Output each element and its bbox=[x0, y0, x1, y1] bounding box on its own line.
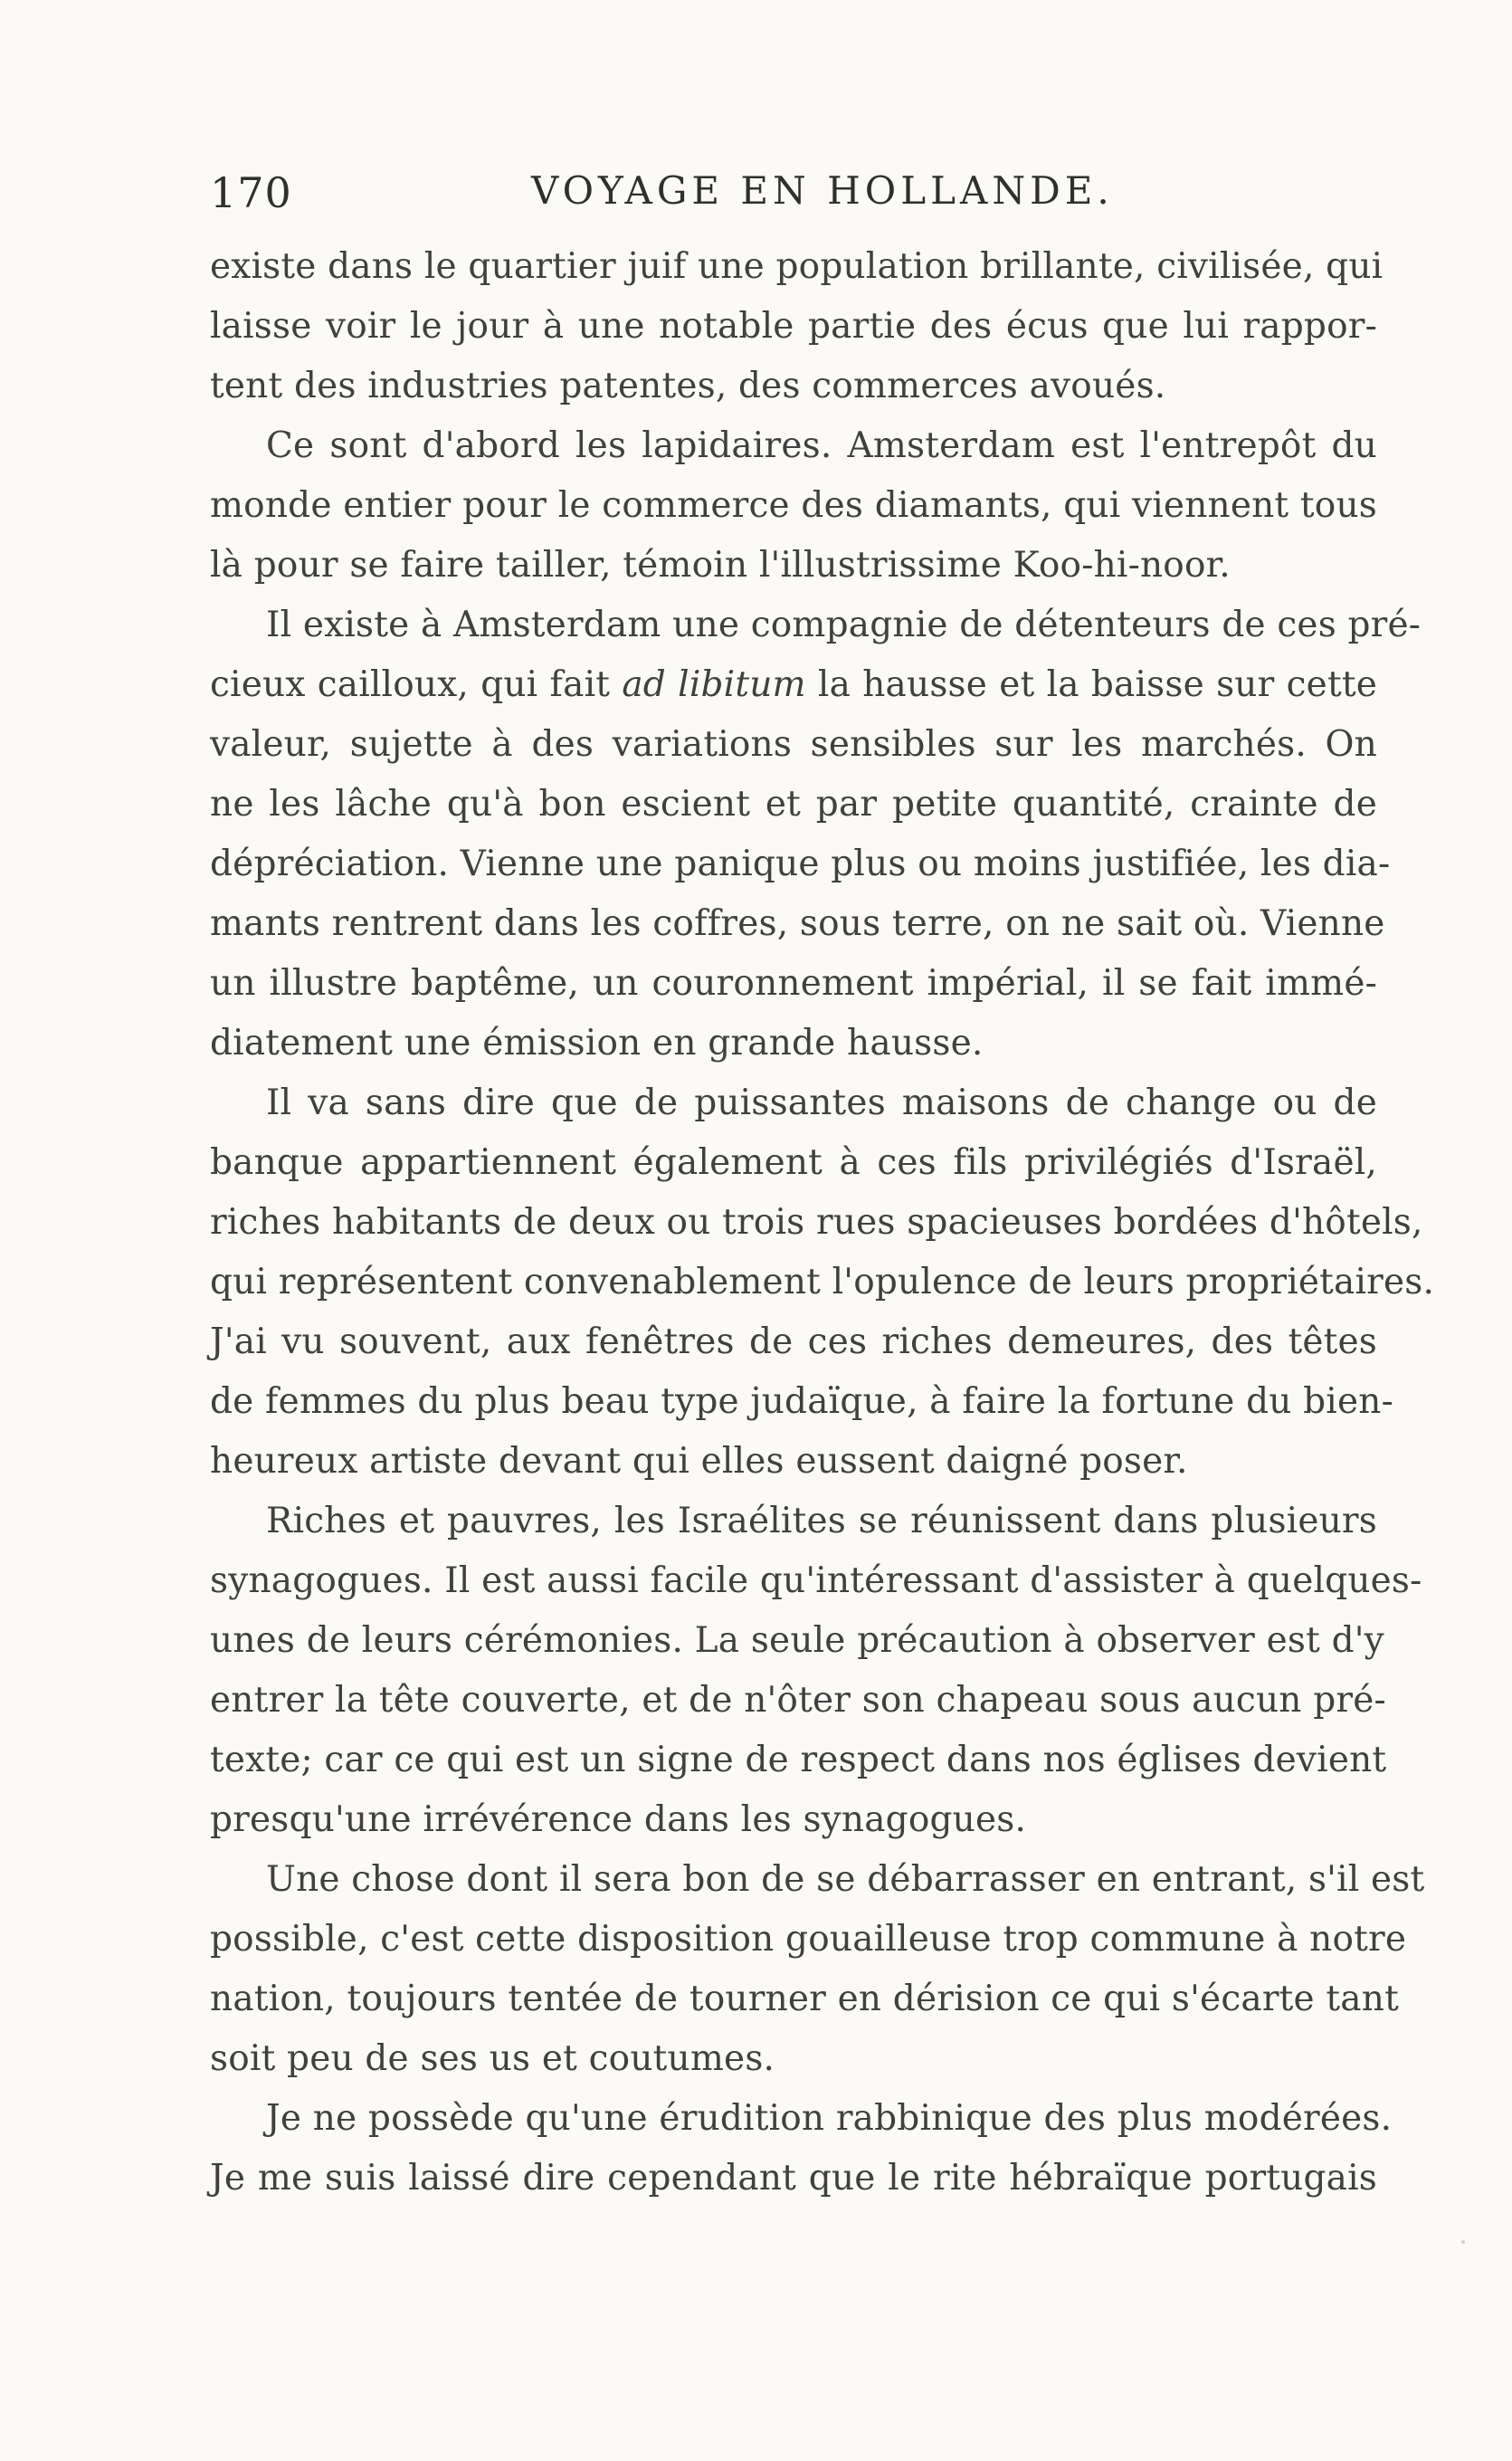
text-line-with-italic bbox=[210, 655, 1377, 715]
text-span: la hausse et la baisse sur cette bbox=[805, 664, 1377, 705]
text-line: mants rentrent dans les coffres, sous terre, on ne sait où. Vienne bbox=[210, 903, 1385, 944]
latin-phrase: ad libitum bbox=[622, 664, 806, 705]
paragraph-first-line: Il va sans dire que de puissantes maisons de change ou de bbox=[266, 1083, 1377, 1123]
paragraph-first-line: Riches et pauvres, les Israélites se réunissent dans plusieurs bbox=[266, 1501, 1377, 1541]
text-line: monde entier pour le commerce des diamants, qui viennent tous bbox=[210, 485, 1377, 526]
text-line: tent des industries patentes, des commerces avoués. bbox=[210, 366, 1166, 406]
text-line: unes de leurs cérémonies. La seule précaution à observer est d'y bbox=[210, 1620, 1384, 1661]
text-line: un illustre baptême, un couronnement impérial, il se fait immé- bbox=[210, 963, 1377, 1004]
text-line: synagogues. Il est aussi facile qu'intéressant d'assister à quelques- bbox=[210, 1560, 1422, 1601]
text-line: existe dans le quartier juif une population brillante, civilisée, qui bbox=[210, 246, 1384, 287]
paragraph-first-line: Il existe à Amsterdam une compagnie de détenteurs de ces pré- bbox=[266, 605, 1422, 645]
text-line: qui représentent convenablement l'opulence de leurs propriétaires. bbox=[210, 1262, 1435, 1302]
paragraph-first-line: Ce sont d'abord les lapidaires. Amsterdam est l'entrepôt du bbox=[266, 425, 1377, 466]
text-line: soit peu de ses us et coutumes. bbox=[210, 2038, 775, 2079]
paragraph-first-line: Une chose dont il sera bon de se débarrasser en entrant, s'il est bbox=[266, 1859, 1425, 1900]
text-line: là pour se faire tailler, témoin l'illustrissime Koo-hi-noor. bbox=[210, 545, 1231, 586]
text-line: possible, c'est cette disposition gouailleuse trop commune à notre bbox=[210, 1919, 1407, 1960]
text-line: banque appartiennent également à ces fils privilégiés d'Israël, bbox=[210, 1142, 1377, 1183]
text-line: riches habitants de deux ou trois rues spacieuses bordées d'hôtels, bbox=[210, 1202, 1423, 1243]
text-line: laisse voir le jour à une notable partie des écus que lui rappor- bbox=[210, 306, 1377, 347]
text-line: Je me suis laissé dire cependant que le rite hébraïque portugais bbox=[210, 2158, 1377, 2199]
text-line: J'ai vu souvent, aux fenêtres de ces riches demeures, des têtes bbox=[210, 1321, 1377, 1362]
text-line: presqu'une irrévérence dans les synagogues. bbox=[210, 1799, 1027, 1840]
text-line: entrer la tête couverte, et de n'ôter son chapeau sous aucun pré- bbox=[210, 1680, 1386, 1721]
text-line: nation, toujours tentée de tourner en dérision ce qui s'écarte tant bbox=[210, 1979, 1399, 2019]
text-line: ne les lâche qu'à bon escient et par petite quantité, crainte de bbox=[210, 784, 1377, 825]
page-number: 170 bbox=[210, 168, 292, 217]
text-span: cieux cailloux, qui fait bbox=[210, 664, 623, 705]
page-header bbox=[210, 168, 1377, 226]
text-line: valeur, sujette à des variations sensibles sur les marchés. On bbox=[210, 724, 1377, 765]
paper-speck bbox=[1461, 2240, 1465, 2244]
text-line: texte; car ce qui est un signe de respect dans nos églises devient bbox=[210, 1740, 1387, 1780]
text-line: dépréciation. Vienne une panique plus ou moins justifiée, les dia- bbox=[210, 844, 1391, 884]
text-line: diatement une émission en grande hausse. bbox=[210, 1023, 984, 1064]
text-line: heureux artiste devant qui elles eussent daigné poser. bbox=[210, 1441, 1188, 1482]
paragraph-first-line: Je ne possède qu'une érudition rabbinique des plus modérées. bbox=[266, 2098, 1393, 2139]
running-title: VOYAGE EN HOLLANDE. bbox=[531, 168, 1114, 213]
text-line: de femmes du plus beau type judaïque, à faire la fortune du bien- bbox=[210, 1381, 1393, 1422]
